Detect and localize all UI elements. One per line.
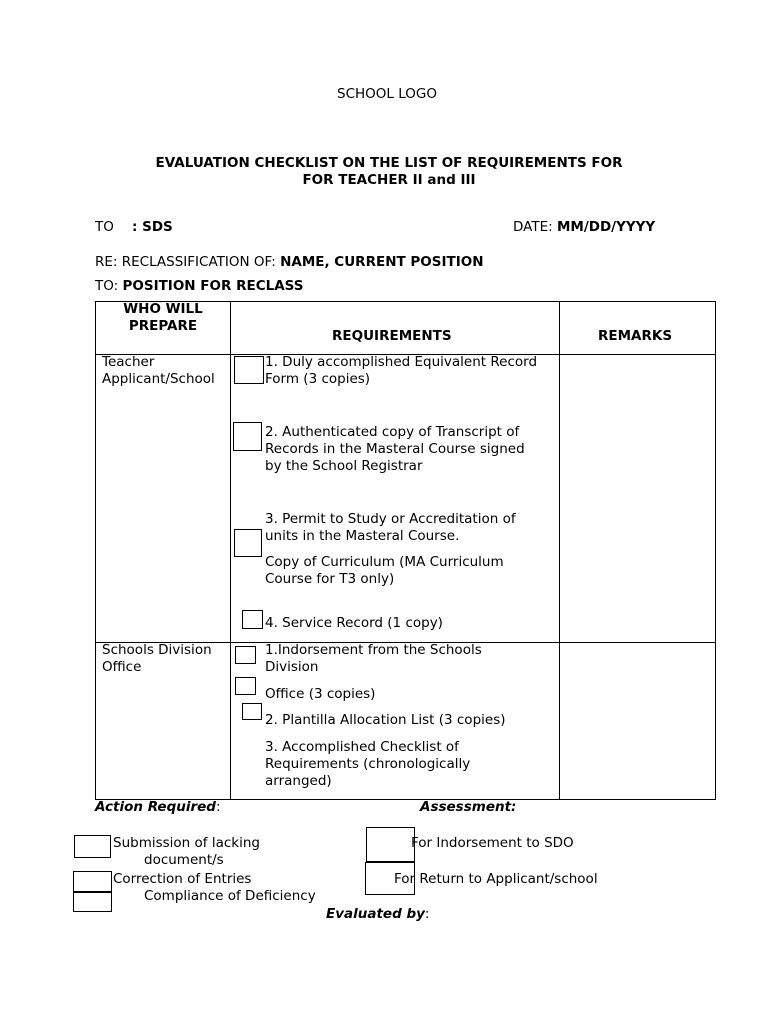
table-col-divider-2 <box>559 301 560 800</box>
s1-item3 <box>265 511 516 545</box>
checkbox-s2-item1[interactable] <box>235 646 256 664</box>
checkbox-s2-item2[interactable] <box>242 703 262 720</box>
s2-item3 <box>265 739 470 790</box>
s2-item1-line-2: Division <box>265 659 319 675</box>
s2-item3-line-3: arranged) <box>265 773 332 789</box>
re-label: RE: RECLASSIFICATION OF: <box>95 254 276 270</box>
checkbox-s2-item1b[interactable] <box>235 677 256 695</box>
action-submission <box>113 835 260 869</box>
checkbox-action-submission[interactable] <box>74 835 111 858</box>
section1-who-line-1: Teacher <box>102 354 155 370</box>
s2-item1b-line-1: Office (3 copies) <box>265 686 376 702</box>
title-line-1: EVALUATION CHECKLIST ON THE LIST OF REQUIREMENTS FOR <box>155 155 623 171</box>
s1-item4 <box>265 615 443 632</box>
s2-item1-line-1: 1.Indorsement from the Schools <box>265 642 482 658</box>
date-field <box>513 219 655 236</box>
s1-item2-line-2: Records in the Masteral Course signed <box>265 441 525 457</box>
action-submission-line-1: Submission of lacking <box>113 835 260 851</box>
s2-item3-line-2: Requirements (chronologically <box>265 756 471 772</box>
s1-item3b-line-1: Copy of Curriculum (MA Curriculum <box>265 554 504 570</box>
checkbox-assess-indorsement[interactable] <box>366 827 415 862</box>
s1-item3-line-1: 3. Permit to Study or Accreditation of <box>265 511 516 527</box>
s1-item1 <box>265 354 537 388</box>
to2-label: TO: <box>95 278 119 294</box>
to-value: : SDS <box>132 219 173 235</box>
assessment-heading: Assessment: <box>420 799 517 815</box>
date-value: MM/DD/YYYY <box>556 219 656 235</box>
s1-item2-line-1: 2. Authenticated copy of Transcript of <box>265 424 520 440</box>
action-required-label: Action Required <box>95 799 216 815</box>
page-title <box>0 155 768 189</box>
to-label: TO <box>95 219 114 235</box>
action-required-heading <box>95 799 221 816</box>
to-position-line <box>95 278 304 295</box>
evaluated-by <box>326 906 429 923</box>
header-who-line-2: PREPARE <box>128 318 198 334</box>
section1-who <box>102 354 215 388</box>
s2-item2 <box>265 712 506 729</box>
checkbox-s1-item1[interactable] <box>234 356 264 384</box>
table-col-divider-1 <box>230 301 231 800</box>
section2-who-line-2: Office <box>102 659 142 675</box>
assess-indorsement: For Indorsement to SDO <box>411 835 574 851</box>
action-submission-line-2: document/s <box>144 852 224 868</box>
assess-return: For Return to Applicant/school <box>394 871 598 887</box>
checkbox-action-compliance[interactable] <box>73 892 112 912</box>
s1-item3-line-2: units in the Masteral Course. <box>265 528 460 544</box>
action-required-colon: : <box>215 799 221 815</box>
s2-item3-line-1: 3. Accomplished Checklist of <box>265 739 459 755</box>
s1-item1-line-1: 1. Duly accomplished Equivalent Record <box>265 354 538 370</box>
s1-item3b-line-2: Course for T3 only) <box>265 571 395 587</box>
section2-who-line-1: Schools Division <box>102 642 212 658</box>
evaluated-by-colon: : <box>424 906 430 922</box>
header-who-line-1: WHO WILL <box>123 301 203 317</box>
header-requirements: REQUIREMENTS <box>332 328 452 344</box>
section1-who-line-2: Applicant/School <box>102 371 215 387</box>
date-label: DATE: <box>513 219 553 235</box>
checkbox-s1-item3[interactable] <box>234 529 262 557</box>
re-value: NAME, CURRENT POSITION <box>280 254 484 270</box>
header-who-will-prepare <box>96 301 230 335</box>
checkbox-action-correction[interactable] <box>73 871 112 892</box>
checkbox-s1-item2[interactable] <box>233 422 262 451</box>
s2-item1 <box>265 642 482 676</box>
header-remarks: REMARKS <box>598 328 673 344</box>
action-compliance: Compliance of Deficiency <box>144 888 316 904</box>
s2-item1b <box>265 686 375 703</box>
s1-item1-line-2: Form (3 copies) <box>265 371 371 387</box>
action-correction: Correction of Entries <box>113 871 252 887</box>
s1-item4-line-1: 4. Service Record (1 copy) <box>265 615 443 631</box>
title-line-2: FOR TEACHER II and III <box>302 172 476 188</box>
evaluated-by-label: Evaluated by <box>326 906 425 922</box>
s2-item2-line-1: 2. Plantilla Allocation List (3 copies) <box>265 712 506 728</box>
section2-who <box>102 642 212 676</box>
school-logo-placeholder: SCHOOL LOGO <box>337 86 437 102</box>
s1-item2 <box>265 424 525 475</box>
to2-value: POSITION FOR RECLASS <box>122 278 304 294</box>
s1-item2-line-3: by the School Registrar <box>265 458 423 474</box>
checkbox-s1-item4[interactable] <box>242 610 263 629</box>
re-line <box>95 254 484 271</box>
s1-item3b <box>265 554 504 588</box>
